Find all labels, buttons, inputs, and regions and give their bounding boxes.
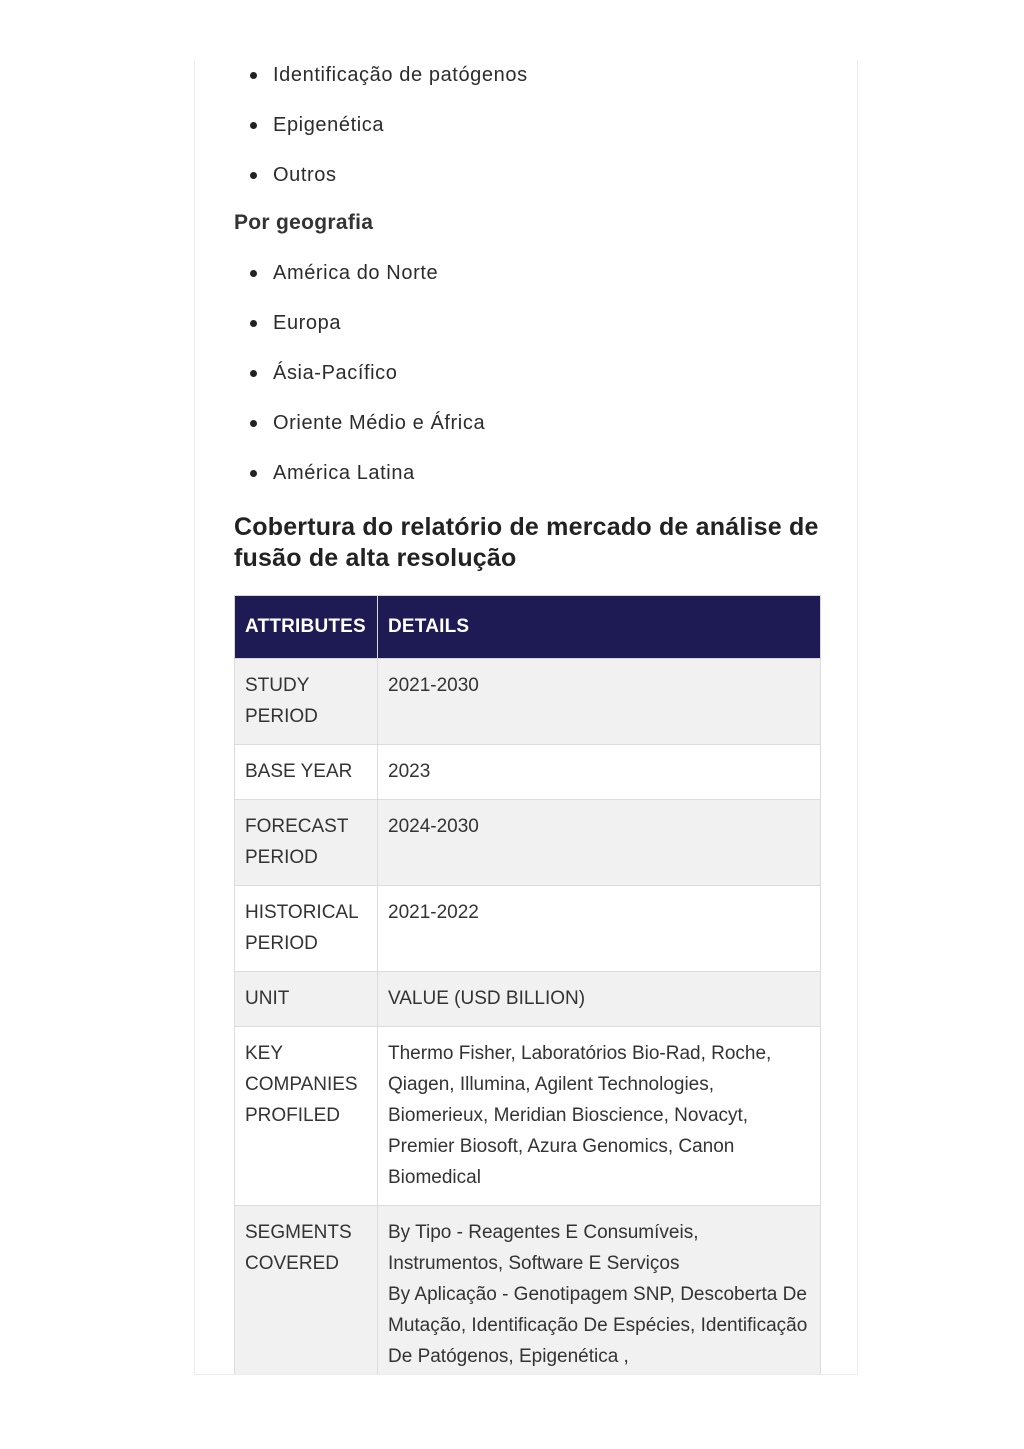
attribute-cell: UNIT [235,972,378,1027]
attribute-cell: HISTORICAL PERIOD [235,886,378,972]
list-item: Epigenética [234,110,820,160]
details-text: Thermo Fisher, Laboratórios Bio-Rad, Roche, Qiagen, Illumina, Agilent Technologies, Biomerieux, Meridian Bioscience, Novacyt, Premier Biosoft, Azura Genomics, Canon Biomedical [388,1043,772,1188]
attribute-cell: SEGMENTS COVERED [235,1206,378,1376]
details-cell [378,1027,821,1206]
geography-heading: Por geografia [234,211,374,234]
table-row [235,1027,821,1206]
table-row [235,1206,821,1376]
list-item: Ásia-Pacífico [234,358,820,408]
report-coverage-table [234,595,821,1375]
details-text: 2023 [388,761,431,782]
table-row [235,745,821,800]
table-row [235,800,821,886]
details-cell [378,886,821,972]
attribute-cell: KEY COMPANIES PROFILED [235,1027,378,1206]
table-row [235,659,821,745]
list-item: América do Norte [234,258,820,308]
table-row [235,972,821,1027]
list-item: Outros [234,160,820,210]
attribute-cell: BASE YEAR [235,745,378,800]
table-body [235,659,821,1376]
details-cell [378,972,821,1027]
details-cell [378,745,821,800]
report-coverage-title: Cobertura do relatório de mercado de análise de fusão de alta resolução [234,513,819,572]
details-text: 2021-2022 [388,902,479,923]
table-row [235,886,821,972]
header-details: DETAILS [378,596,821,659]
details-text: By Tipo - Reagentes E Consumíveis, Instrumentos, Software E Serviços [388,1222,699,1274]
attribute-cell: FORECAST PERIOD [235,800,378,886]
details-text: VALUE (USD BILLION) [388,988,586,1009]
details-text: 2021-2030 [388,675,479,696]
table-header-row [235,596,821,659]
geography-list [234,258,820,508]
details-cell [378,659,821,745]
details-cell [378,1206,821,1376]
list-item: América Latina [234,458,820,508]
list-item: Europa [234,308,820,358]
list-item: Oriente Médio e África [234,408,820,458]
list-item: Identificação de patógenos [234,60,820,110]
details-text: By Aplicação - Genotipagem SNP, Descoberta De Mutação, Identificação De Espécies, Identificação De Patógenos, Epigenética , [388,1284,808,1367]
page-content [234,60,820,1375]
details-cell [378,800,821,886]
document-page [194,60,858,1375]
attribute-cell: STUDY PERIOD [235,659,378,745]
details-text: 2024-2030 [388,816,479,837]
header-attributes: ATTRIBUTES [235,596,378,659]
application-list [234,60,820,210]
